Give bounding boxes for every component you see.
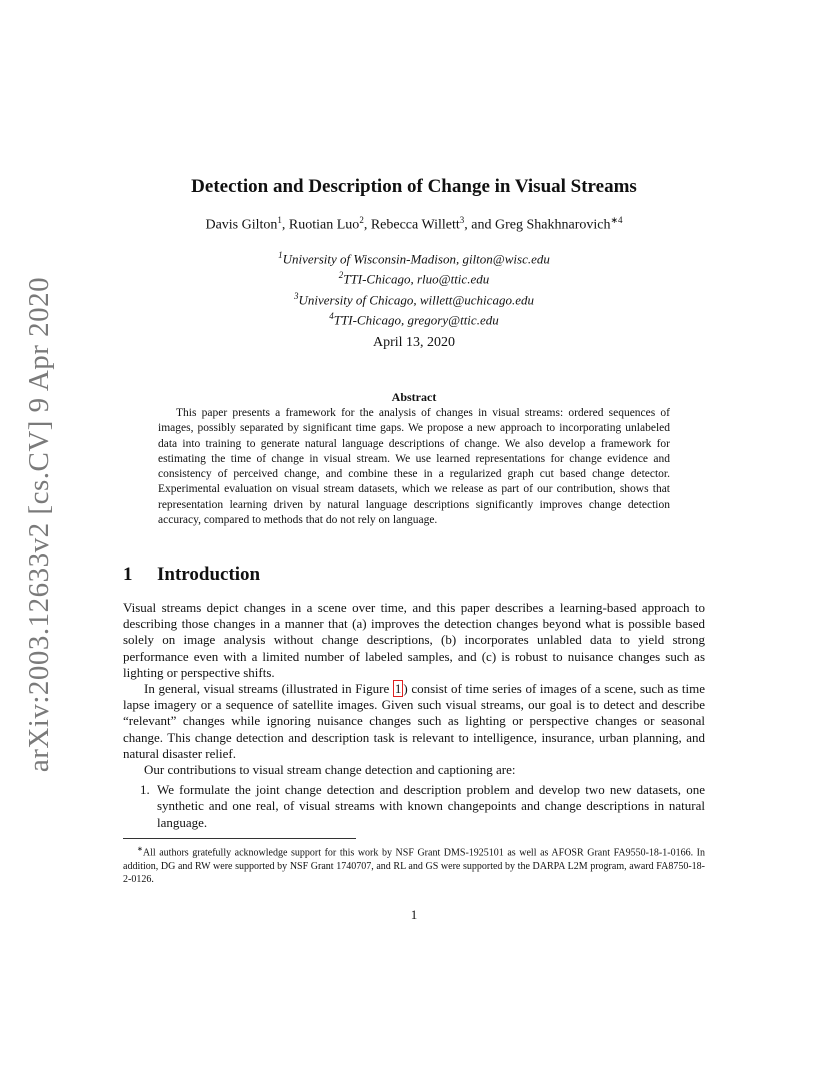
paper-title: Detection and Description of Change in Visual Streams: [191, 176, 637, 197]
section-heading: [123, 564, 260, 586]
list-item-text: We formulate the joint change detection and description problem and develop two new datasets, one synthetic and one real, of visual streams with known changepoints and change descriptions in natural language.: [157, 782, 705, 830]
author-name: Ruotian Luo: [288, 217, 360, 233]
author-mark: 2: [359, 215, 364, 225]
body-paragraph: Our contributions to visual stream change detection and captioning are:: [144, 762, 516, 778]
section-number: 1: [123, 564, 133, 585]
body-paragraph: [123, 681, 705, 762]
body-paragraph: Visual streams depict changes in a scene over time, and this paper describes a learning-based approach to describing those changes in a manner that (a) improves the detection changes beyond what is possible based solely on image analysis without change descriptions, (b) incorporates unlabled data to yield strong performance even with a limited number of labeled samples, and (c) is robust to nuisance changes such as lighting or perspective shifts.: [123, 600, 705, 680]
list-item-number: 1.: [140, 782, 150, 798]
footnote: [123, 843, 705, 886]
affiliation: [0, 288, 828, 308]
arxiv-stamp: [20, 276, 60, 773]
body-text: In general, visual streams (illustrated in Figure: [144, 681, 393, 697]
affiliation-mark: 1: [278, 250, 283, 260]
affiliation-mark: 3: [294, 290, 299, 301]
affiliation-text: TTI-Chicago, rluo@ttic.edu: [343, 271, 490, 287]
section-body: [123, 600, 705, 831]
list-item: [123, 782, 705, 831]
figure-link[interactable]: 1: [394, 681, 402, 697]
affiliation: [0, 247, 828, 267]
affiliation-list: [0, 247, 828, 328]
affiliation-mark: 2: [338, 270, 344, 281]
affiliation-text: TTI-Chicago, gregory@ttic.edu: [333, 312, 499, 328]
affiliation: [0, 267, 828, 287]
paper-date: April 13, 2020: [372, 335, 456, 350]
body-text: ) consist of time series of images of a scene, such as time lapse imagery or a sequence of satellite images. Given such visual streams, our goal is to detect and describe “relevant” changes while ignoring nuisance changes such as lighting or perspective changes or seasonal change. This change detection and description task is relevant to intelligence, insurance, urban planning, and natural disaster relief.: [123, 681, 705, 761]
affiliation-text: University of Wisconsin-Madison, gilton@wisc.edu: [282, 251, 550, 267]
footnote-mark: ∗: [137, 845, 143, 853]
affiliation: [0, 308, 828, 328]
author-mark: ∗4: [610, 215, 623, 225]
affiliation-mark: 4: [329, 310, 334, 321]
section-title: Introduction: [157, 564, 261, 585]
author-list: Davis Gilton$^1$, Ruotian Luo$^2$, Rebecca Willett$^3$, and Greg Shakhnarovich$^{∗4}$: [205, 215, 623, 233]
abstract-text: This paper presents a framework for the analysis of changes in visual streams: ordered sequences of images, possibly separated by significant time gaps. We propose a new approach to incorporating unlabeled data into training to generate natural language descriptions of change. We also develop a framework for estimating the time of change in visual stream. We use learned representations for change evidence and consistency of perceived change, and combine these in a regularized graph cut based change detector. Experimental evaluation on visual stream datasets, which we release as part of our contribution, shows that representation learning driven by natural language descriptions significantly improves change detection accuracy, compared to methods that do not rely on language.: [158, 407, 670, 527]
abstract-heading: Abstract: [391, 390, 437, 404]
author-name: Davis Gilton: [205, 217, 278, 233]
arxiv-stamp-text: arXiv:2003.12633v2 [cs.CV] 9 Apr 2020: [23, 276, 56, 773]
author-mark: 3: [459, 215, 465, 225]
contribution-list: [123, 782, 705, 831]
author-name: Rebecca Willett: [370, 217, 460, 233]
author-mark: 1: [277, 215, 282, 225]
page-number: 1: [410, 907, 418, 922]
author-name: Greg Shakhnarovich: [495, 217, 611, 233]
footnote-rule: [123, 838, 356, 839]
affiliation-text: University of Chicago, willett@uchicago.edu: [298, 291, 534, 307]
footnote-text: All authors gratefully acknowledge support for this work by NSF Grant DMS-1925101 as well as AFOSR Grant FA9550-18-1-0166. In addition, DG and RW were supported by NSF Grant 1740707, and RL and GS were supported by the DARPA L2M program, award FA8750-18-2-0126.: [123, 847, 705, 885]
